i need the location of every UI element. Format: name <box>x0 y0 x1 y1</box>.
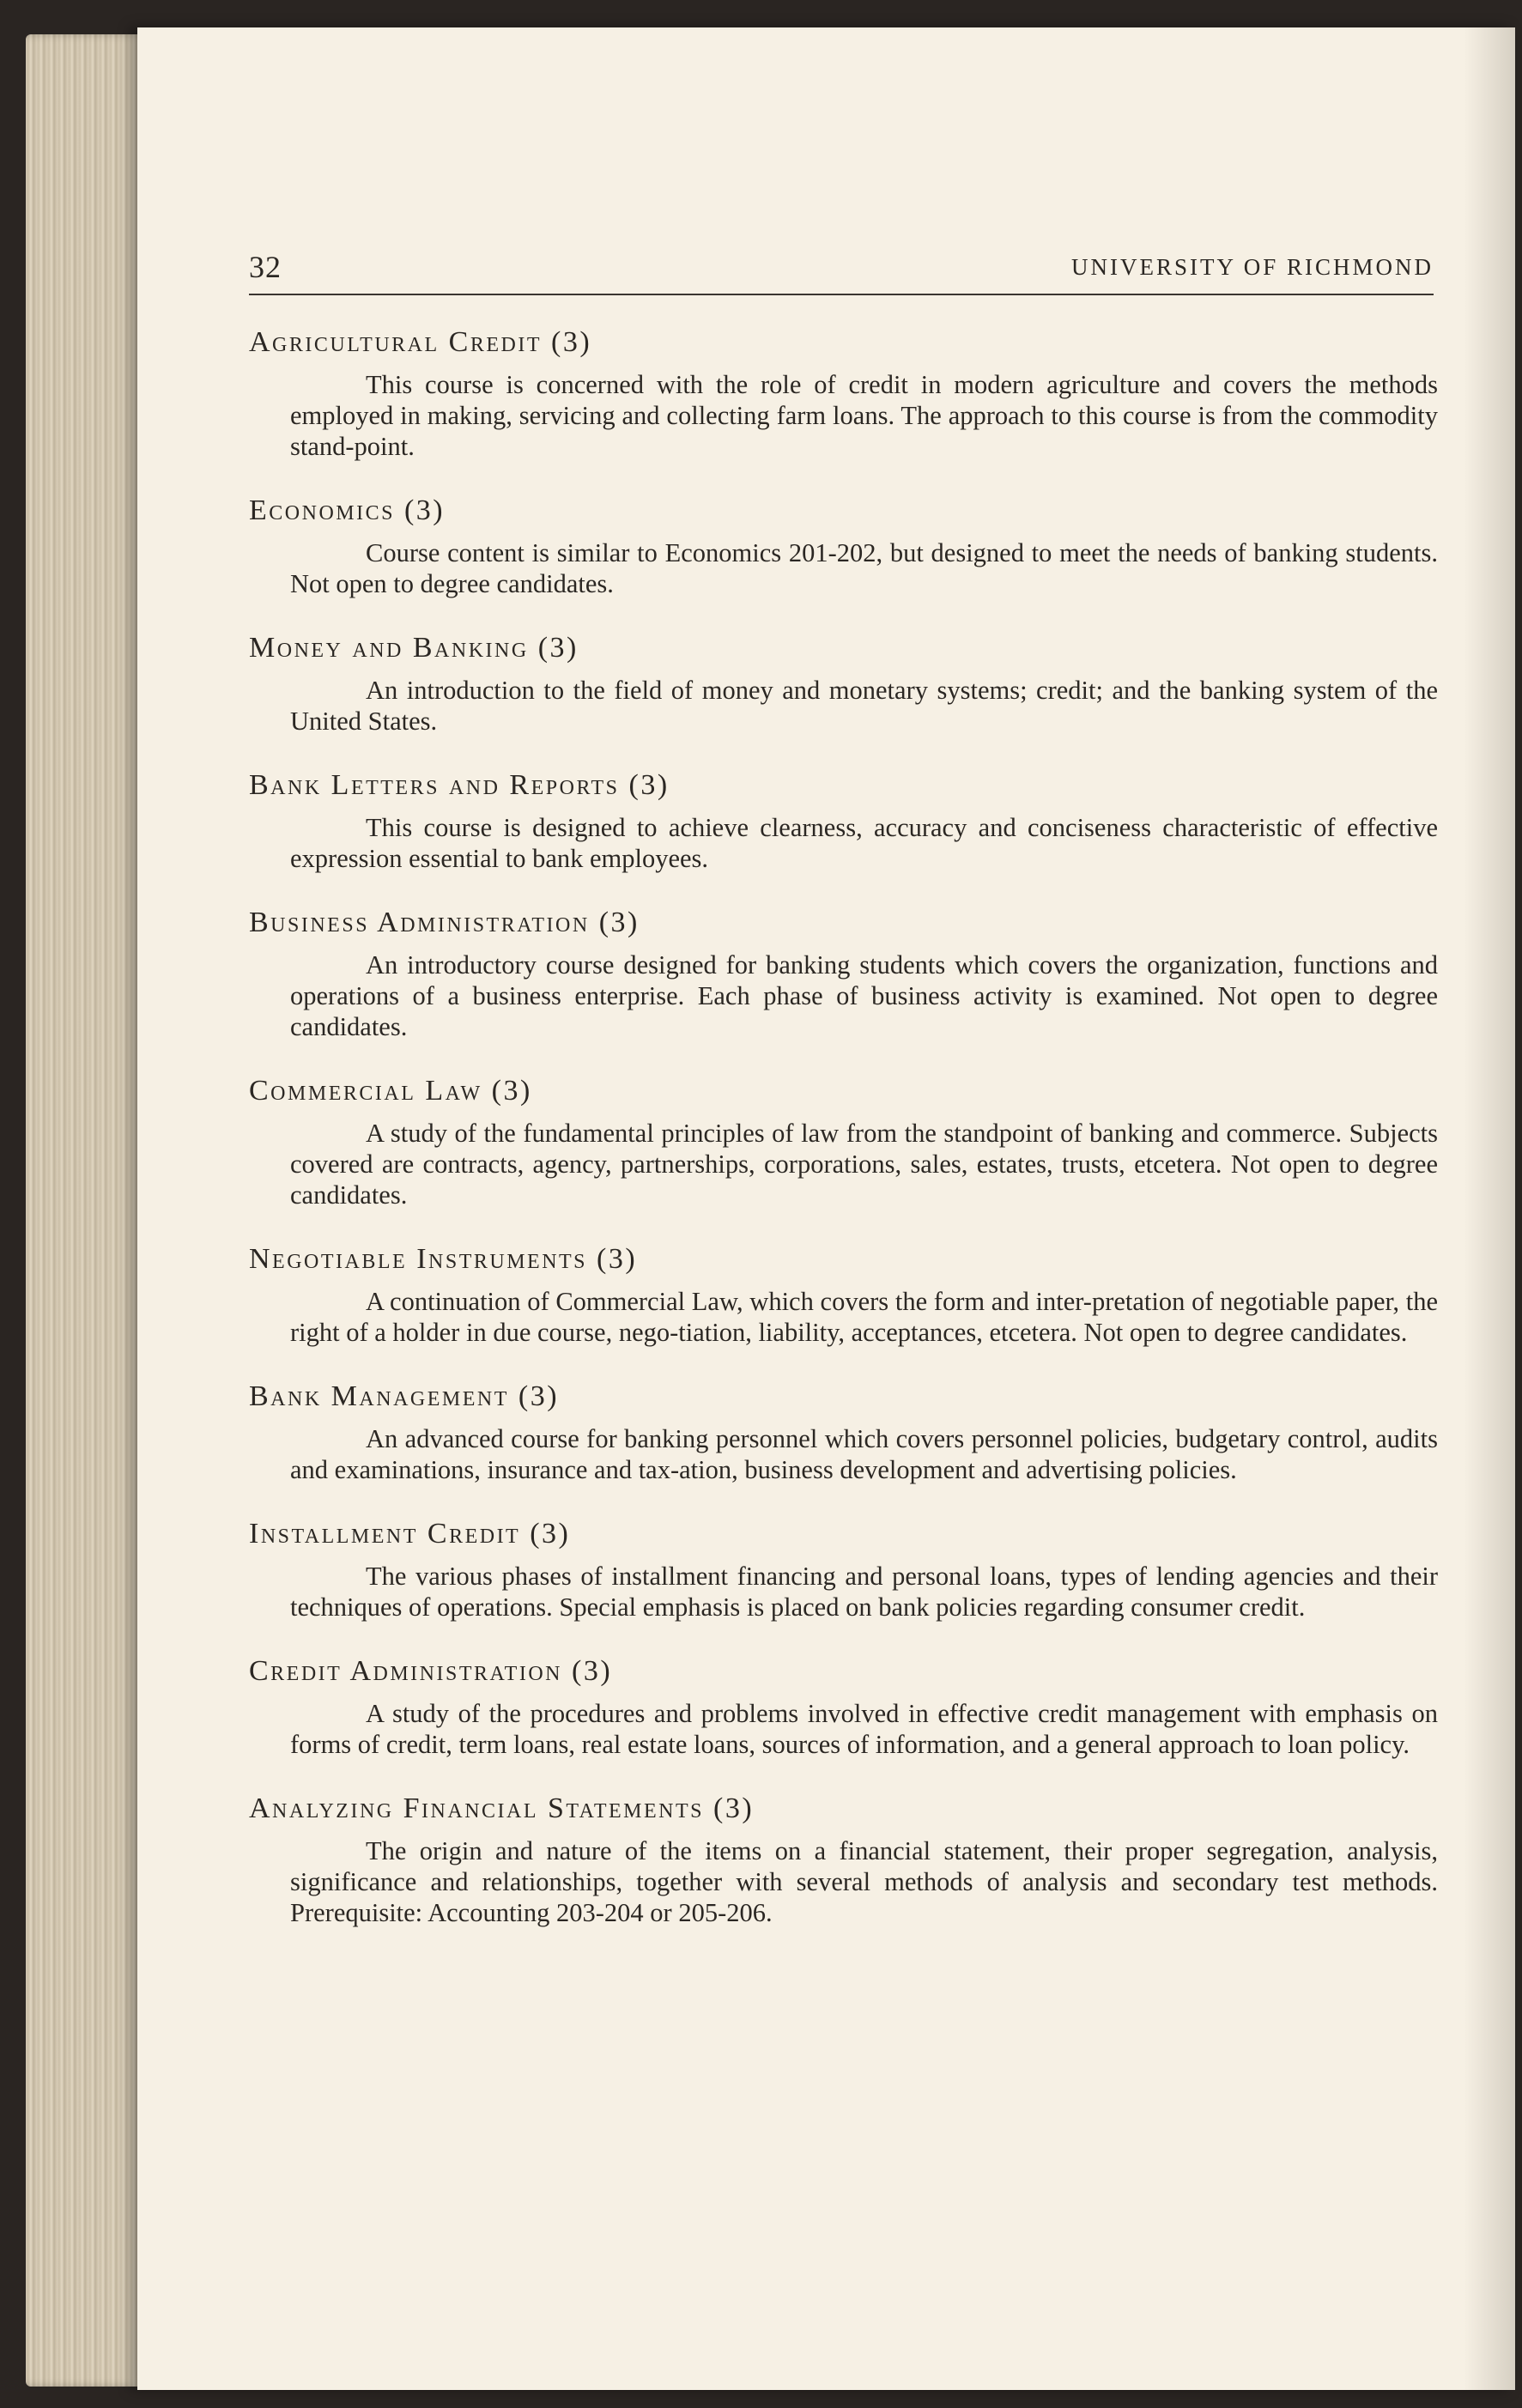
course-title: Commercial Law (3) <box>249 1075 532 1107</box>
course-title: Business Administration (3) <box>249 907 640 938</box>
course-entry <box>249 325 1438 462</box>
course-entry <box>249 1653 1438 1760</box>
page-gutter-shadow <box>1464 27 1515 2390</box>
course-title: Bank Management (3) <box>249 1380 560 1412</box>
course-title: Agricultural Credit (3) <box>249 326 592 358</box>
course-description: An introductory course designed for banking students which covers the organization, functions and operations of a business enterprise. Each phase of business activity is examined. Not open to degree candidates. <box>290 950 1438 1041</box>
course-description: A study of the fundamental principles of law from the standpoint of banking and commerce. Subjects covered are contracts, agency, partnerships, corporations, sales, estates, trusts, etcetera. Not open to degree candidates. <box>290 1119 1438 1210</box>
course-description: An advanced course for banking personnel which covers personnel policies, budgetary control, audits and examinations, insurance and tax-ation, business development and advertising policies. <box>290 1424 1438 1484</box>
course-entry <box>249 1791 1438 1928</box>
course-description: A continuation of Commercial Law, which covers the form and inter-pretation of negotiable paper, the right of a holder in due course, nego-tiation, liability, acceptances, etcetera. Not open to degree candidates. <box>290 1287 1438 1347</box>
course-title: Economics (3) <box>249 494 446 526</box>
page-header <box>249 249 1434 295</box>
course-title: Installment Credit (3) <box>249 1518 571 1550</box>
course-entry <box>249 767 1438 874</box>
course-list <box>249 325 1438 1959</box>
course-title: Bank Letters and Reports (3) <box>249 769 670 801</box>
course-title: Credit Administration (3) <box>249 1655 613 1687</box>
course-description: Course content is similar to Economics 201-202, but designed to meet the needs of banking students. Not open to degree candidates. <box>290 538 1438 598</box>
course-title: Money and Banking (3) <box>249 632 579 664</box>
course-description: This course is designed to achieve clearness, accuracy and conciseness characteristic of effective expression essential to bank employees. <box>290 813 1438 873</box>
course-description: An introduction to the field of money and monetary systems; credit; and the banking system of the United States. <box>290 676 1438 736</box>
course-description: The origin and nature of the items on a financial statement, their proper segregation, analysis, significance and relationships, together with several methods of analysis and secondary test methods. Prerequisite: Accounting 203-204 or 205-206. <box>290 1836 1438 1927</box>
page-number: 32 <box>249 250 282 284</box>
running-head: UNIVERSITY OF RICHMOND <box>1070 254 1434 280</box>
course-description: This course is concerned with the role of credit in modern agriculture and covers the methods employed in making, servicing and collecting farm loans. The approach to this course is from the commodity stand-point. <box>290 370 1438 461</box>
course-title: Analyzing Financial Statements (3) <box>249 1792 755 1824</box>
course-title: Negotiable Instruments (3) <box>249 1243 638 1275</box>
book-page-edges <box>26 34 155 2387</box>
course-description: The various phases of installment financing and personal loans, types of lending agencies and their techniques of operations. Special emphasis is placed on bank policies regarding consumer credit. <box>290 1562 1438 1622</box>
course-entry <box>249 1516 1438 1623</box>
course-entry <box>249 905 1438 1042</box>
course-entry <box>249 1073 1438 1210</box>
course-entry <box>249 1241 1438 1348</box>
course-entry <box>249 630 1438 737</box>
course-description: A study of the procedures and problems involved in effective credit management with emphasis on forms of credit, term loans, real estate loans, sources of information, and a general approach to loan policy. <box>290 1699 1438 1759</box>
course-entry <box>249 493 1438 599</box>
course-entry <box>249 1379 1438 1485</box>
